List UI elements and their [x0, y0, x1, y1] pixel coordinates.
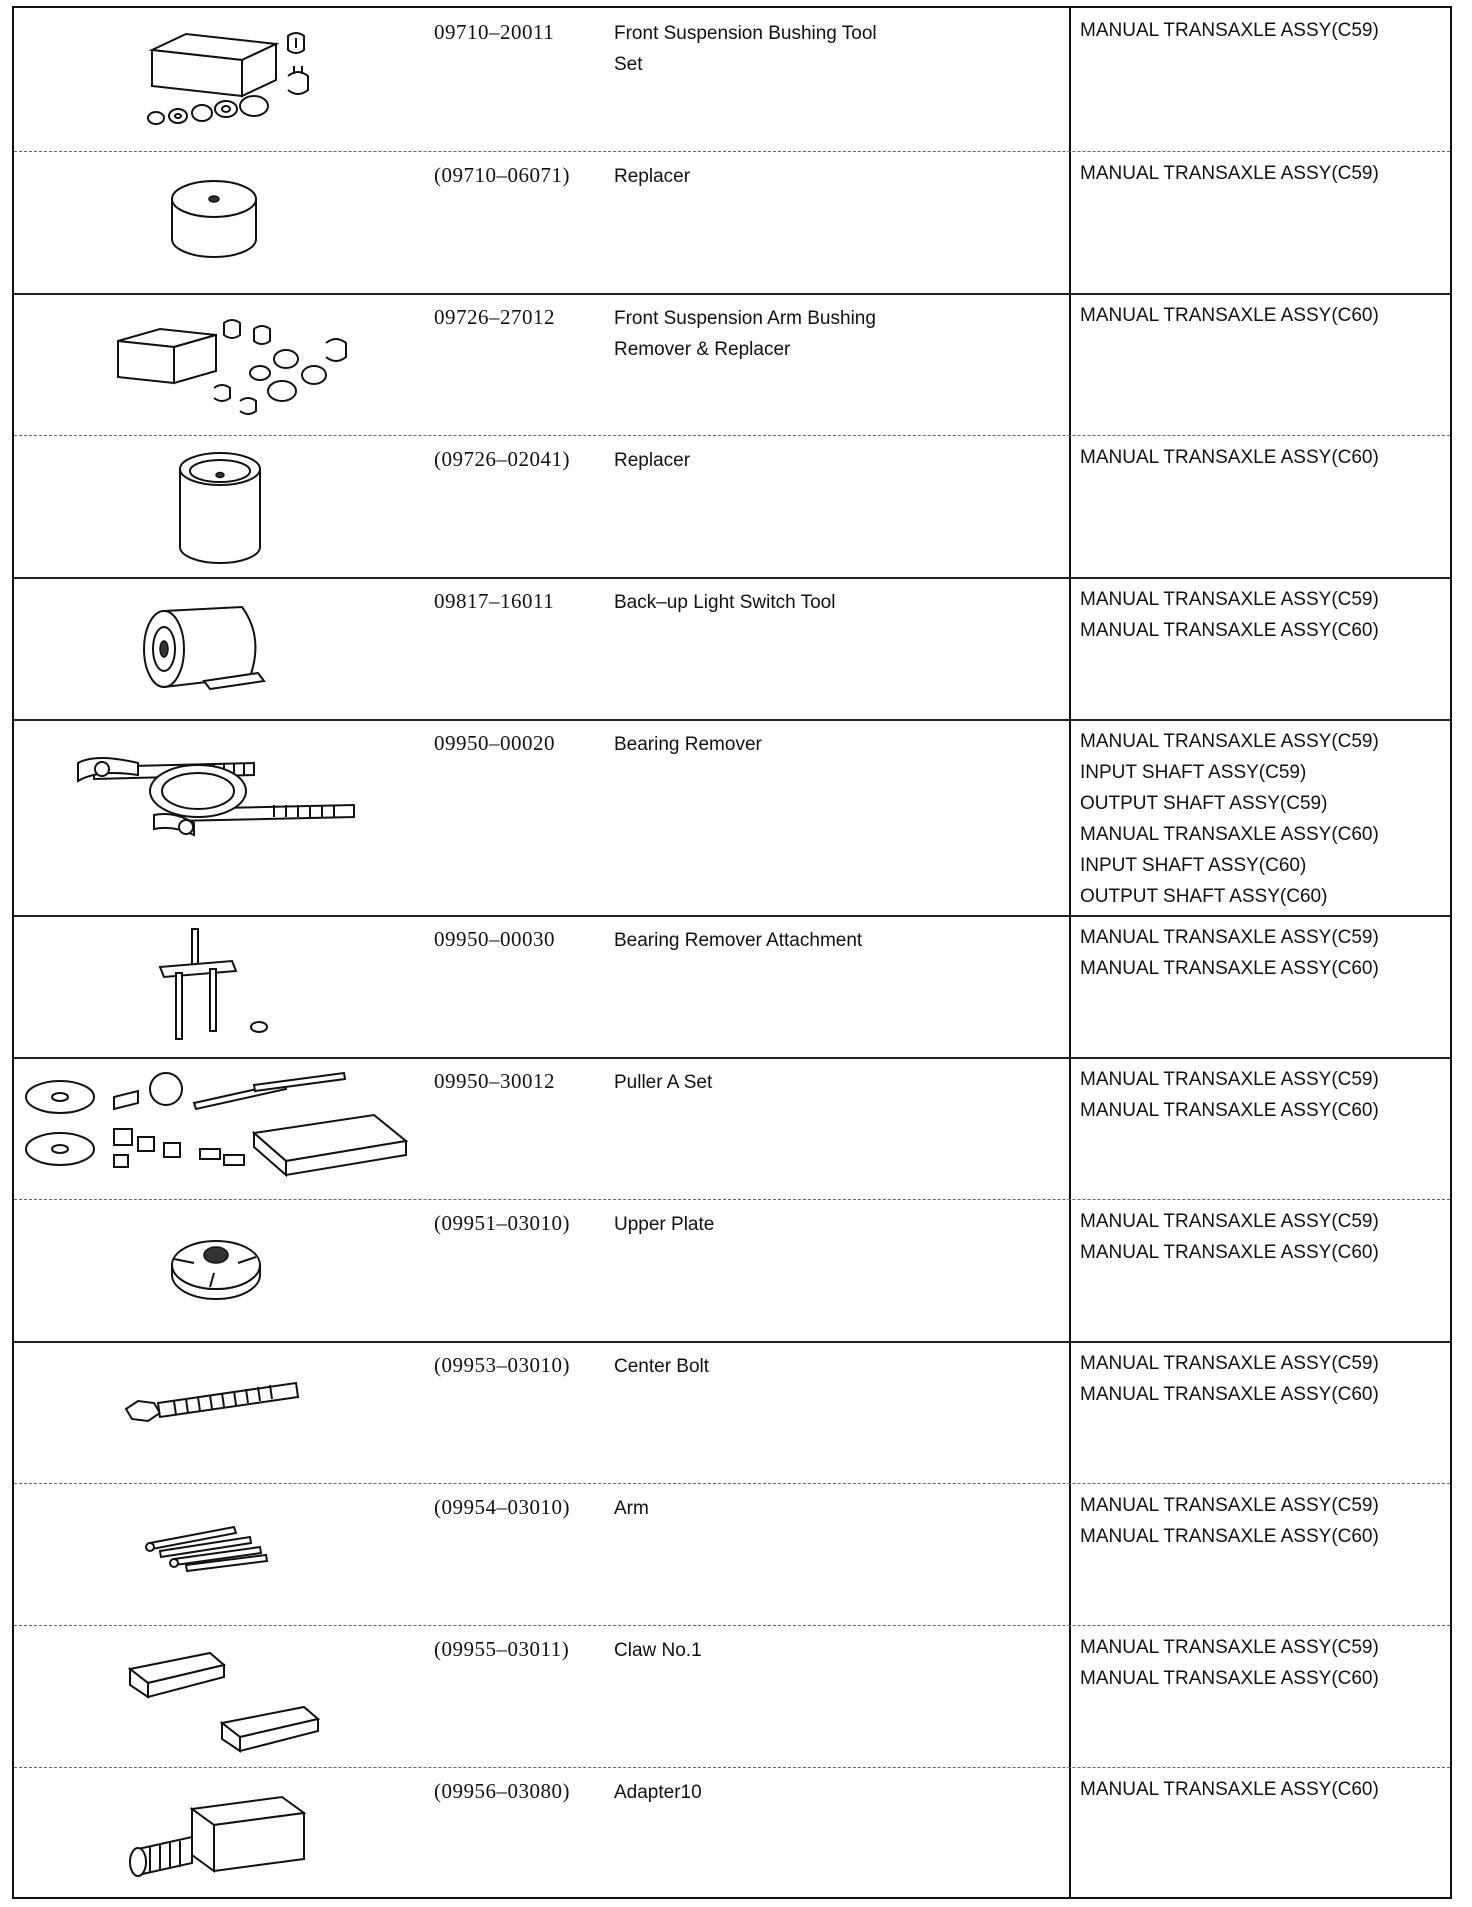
applies-to: MANUAL TRANSAXLE ASSY(C60): [1080, 1779, 1379, 1800]
puller-set-icon: [14, 1057, 414, 1199]
switch-socket-icon: [14, 577, 414, 719]
table-row: [14, 719, 1450, 917]
claw-icon: [14, 1625, 414, 1767]
applies-to: MANUAL TRANSAXLE ASSY(C59) MANUAL TRANSAXLE ASSY(C60): [1080, 1069, 1379, 1121]
part-number: 09950–30012: [434, 1069, 555, 1093]
part-number: (09953–03010): [434, 1353, 570, 1377]
table-row: [14, 8, 1450, 152]
tool-name: Bearing Remover: [614, 734, 762, 755]
applies-to: MANUAL TRANSAXLE ASSY(C59) MANUAL TRANSAXLE ASSY(C60): [1080, 1637, 1379, 1689]
applies-to: MANUAL TRANSAXLE ASSY(C60): [1080, 305, 1379, 326]
applies-to: MANUAL TRANSAXLE ASSY(C60): [1080, 447, 1379, 468]
part-number: 09710–20011: [434, 20, 555, 44]
table-row: [14, 1057, 1450, 1200]
tool-name: Center Bolt: [614, 1356, 710, 1377]
applies-to: MANUAL TRANSAXLE ASSY(C59) MANUAL TRANSAXLE ASSY(C60): [1080, 927, 1379, 979]
tool-name: Arm: [614, 1498, 649, 1519]
table-row: [14, 1625, 1450, 1768]
part-number: (09951–03010): [434, 1211, 570, 1235]
applies-to: MANUAL TRANSAXLE ASSY(C59) MANUAL TRANSAXLE ASSY(C60): [1080, 1211, 1379, 1263]
upper-plate-icon: [14, 1199, 414, 1341]
tool-name: Adapter10: [614, 1782, 702, 1803]
table-row: [14, 151, 1450, 295]
table-row: [14, 1767, 1450, 1897]
applies-to: MANUAL TRANSAXLE ASSY(C59) MANUAL TRANSAXLE ASSY(C60): [1080, 1353, 1379, 1405]
applies-to: MANUAL TRANSAXLE ASSY(C59): [1080, 163, 1379, 184]
center-bolt-icon: [14, 1341, 414, 1483]
bushing-tool-set-icon: [14, 8, 414, 151]
table-row: [14, 577, 1450, 721]
part-number: (09955–03011): [434, 1637, 570, 1661]
table-row: [14, 1199, 1450, 1343]
part-number: (09956–03080): [434, 1779, 570, 1803]
tool-name: Front Suspension Arm Bushing Remover & Replacer: [614, 308, 876, 360]
table-row: [14, 1483, 1450, 1626]
arm-bushing-set-icon: [14, 293, 414, 435]
applies-to: MANUAL TRANSAXLE ASSY(C59) MANUAL TRANSAXLE ASSY(C60): [1080, 1495, 1379, 1547]
part-number: 09950–00030: [434, 927, 555, 951]
part-number: 09817–16011: [434, 589, 555, 613]
replacer-disc-icon: [14, 151, 414, 293]
tool-name: Puller A Set: [614, 1072, 713, 1093]
bearing-remover-icon: [14, 719, 414, 915]
tool-name: Upper Plate: [614, 1214, 715, 1235]
table-row: [14, 915, 1450, 1059]
tool-name: Bearing Remover Attachment: [614, 930, 863, 951]
tool-name: Front Suspension Bushing Tool Set: [614, 23, 877, 75]
table-row: [14, 435, 1450, 579]
applies-to: MANUAL TRANSAXLE ASSY(C59) MANUAL TRANSAXLE ASSY(C60): [1080, 589, 1379, 641]
tool-name: Claw No.1: [614, 1640, 702, 1661]
part-number: 09950–00020: [434, 731, 555, 755]
applies-to: MANUAL TRANSAXLE ASSY(C59): [1080, 20, 1379, 41]
remover-attachment-icon: [14, 915, 414, 1057]
table-row: [14, 293, 1450, 436]
tool-name: Back–up Light Switch Tool: [614, 592, 836, 613]
part-number: 09726–27012: [434, 305, 555, 329]
part-number: (09726–02041): [434, 447, 570, 471]
adapter-icon: [14, 1767, 414, 1897]
part-number: (09954–03010): [434, 1495, 570, 1519]
table-row: [14, 1341, 1450, 1484]
applies-to: MANUAL TRANSAXLE ASSY(C59) INPUT SHAFT ASSY(C59) OUTPUT SHAFT ASSY(C59) MANUAL TRANSAXLE ASSY(C60) INPUT SHAFT ASSY(C60) OUTPUT SHAFT ASSY(C60): [1080, 731, 1379, 907]
tool-name: Replacer: [614, 166, 691, 187]
arm-rods-icon: [14, 1483, 414, 1625]
part-number: (09710–06071): [434, 163, 570, 187]
replacer-cup-icon: [14, 435, 414, 577]
sst-table: [12, 6, 1452, 1899]
tool-name: Replacer: [614, 450, 691, 471]
